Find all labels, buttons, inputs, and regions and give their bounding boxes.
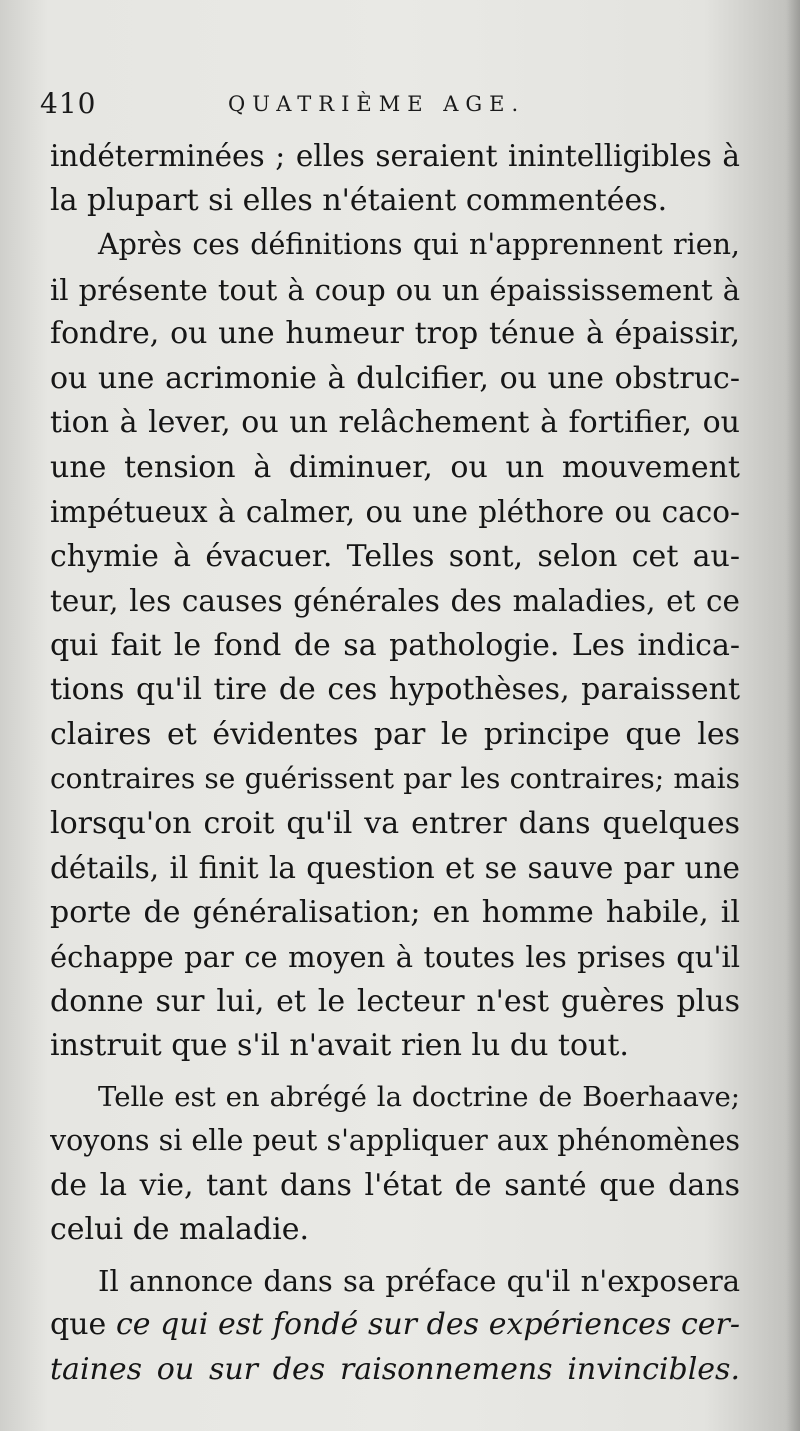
- paragraph-2: [50, 223, 740, 1069]
- text-line: voyons si elle peut s'appliquer aux phénomènes: [50, 1124, 740, 1157]
- text-line: échappe par ce moyen à toutes les prises qu'il: [50, 940, 740, 974]
- text-line: impétueux à calmer, ou une pléthore ou caco-: [50, 495, 740, 529]
- page-header: [40, 82, 760, 126]
- text-line: porte de généralisation; en homme habile, il: [50, 894, 740, 930]
- text-line: tion à lever, ou un relâchement à fortifier, ou: [50, 405, 740, 440]
- roman-word: que: [50, 1307, 107, 1342]
- paragraph-3: [50, 1075, 740, 1253]
- text-line: indéterminées ; elles seraient inintelligibles à: [50, 139, 740, 173]
- body-text: [50, 134, 740, 1392]
- text-line: chymie à évacuer. Telles sont, selon cet au-: [50, 538, 740, 574]
- text-line: instruit que s'il n'avait rien lu du tout.: [50, 1028, 629, 1063]
- text-line: teur, les causes générales des maladies, et ce: [50, 584, 740, 618]
- text-line: donne sur lui, et le lecteur n'est guères plus: [50, 983, 740, 1019]
- text-line: une tension à diminuer, ou un mouvement: [50, 449, 740, 485]
- text-line: fondre, ou une humeur trop ténue à épaissir,: [50, 316, 740, 351]
- text-line: Il annonce dans sa préface qu'il n'exposera: [98, 1263, 740, 1298]
- text-line: de la vie, tant dans l'état de santé que dans: [50, 1167, 740, 1203]
- text-line: contraires se guérissent par les contraires; mais: [50, 762, 740, 795]
- text-line: taines ou sur des raisonnemens invincibles.: [50, 1351, 740, 1387]
- paragraph-4: [50, 1259, 740, 1393]
- text-line: lorsqu'on croit qu'il va entrer dans quelques: [50, 805, 740, 841]
- text-line: tions qu'il tire de ces hypothèses, paraissent: [50, 672, 740, 707]
- text-line: qui fait le fond de sa pathologie. Les indica-: [50, 627, 740, 663]
- text-line: ou une acrimonie à dulcifier, ou une obstruc-: [50, 360, 740, 396]
- text-line: claires et évidentes par le principe que les: [50, 716, 740, 752]
- text-line: Après ces définitions qui n'apprennent rien,: [98, 228, 740, 261]
- text-line: détails, il finit la question et se sauve par une: [50, 851, 740, 885]
- paragraph-1: [50, 134, 740, 223]
- running-head: QUATRIÈME AGE.: [228, 92, 526, 116]
- text-line: la plupart si elles n'étaient commentées.: [50, 182, 668, 218]
- text-line: celui de maladie.: [50, 1212, 309, 1247]
- page-number: 410: [40, 87, 97, 120]
- text-line-mixed: [50, 1303, 740, 1348]
- text-line: Telle est en abrégé la doctrine de Boerhaave;: [98, 1080, 740, 1113]
- italic-text: ce qui est fondé sur des expériences cer-: [115, 1307, 740, 1342]
- text-line: il présente tout à coup ou un épaississement à: [50, 272, 740, 307]
- page-edge-shadow: [786, 0, 800, 1431]
